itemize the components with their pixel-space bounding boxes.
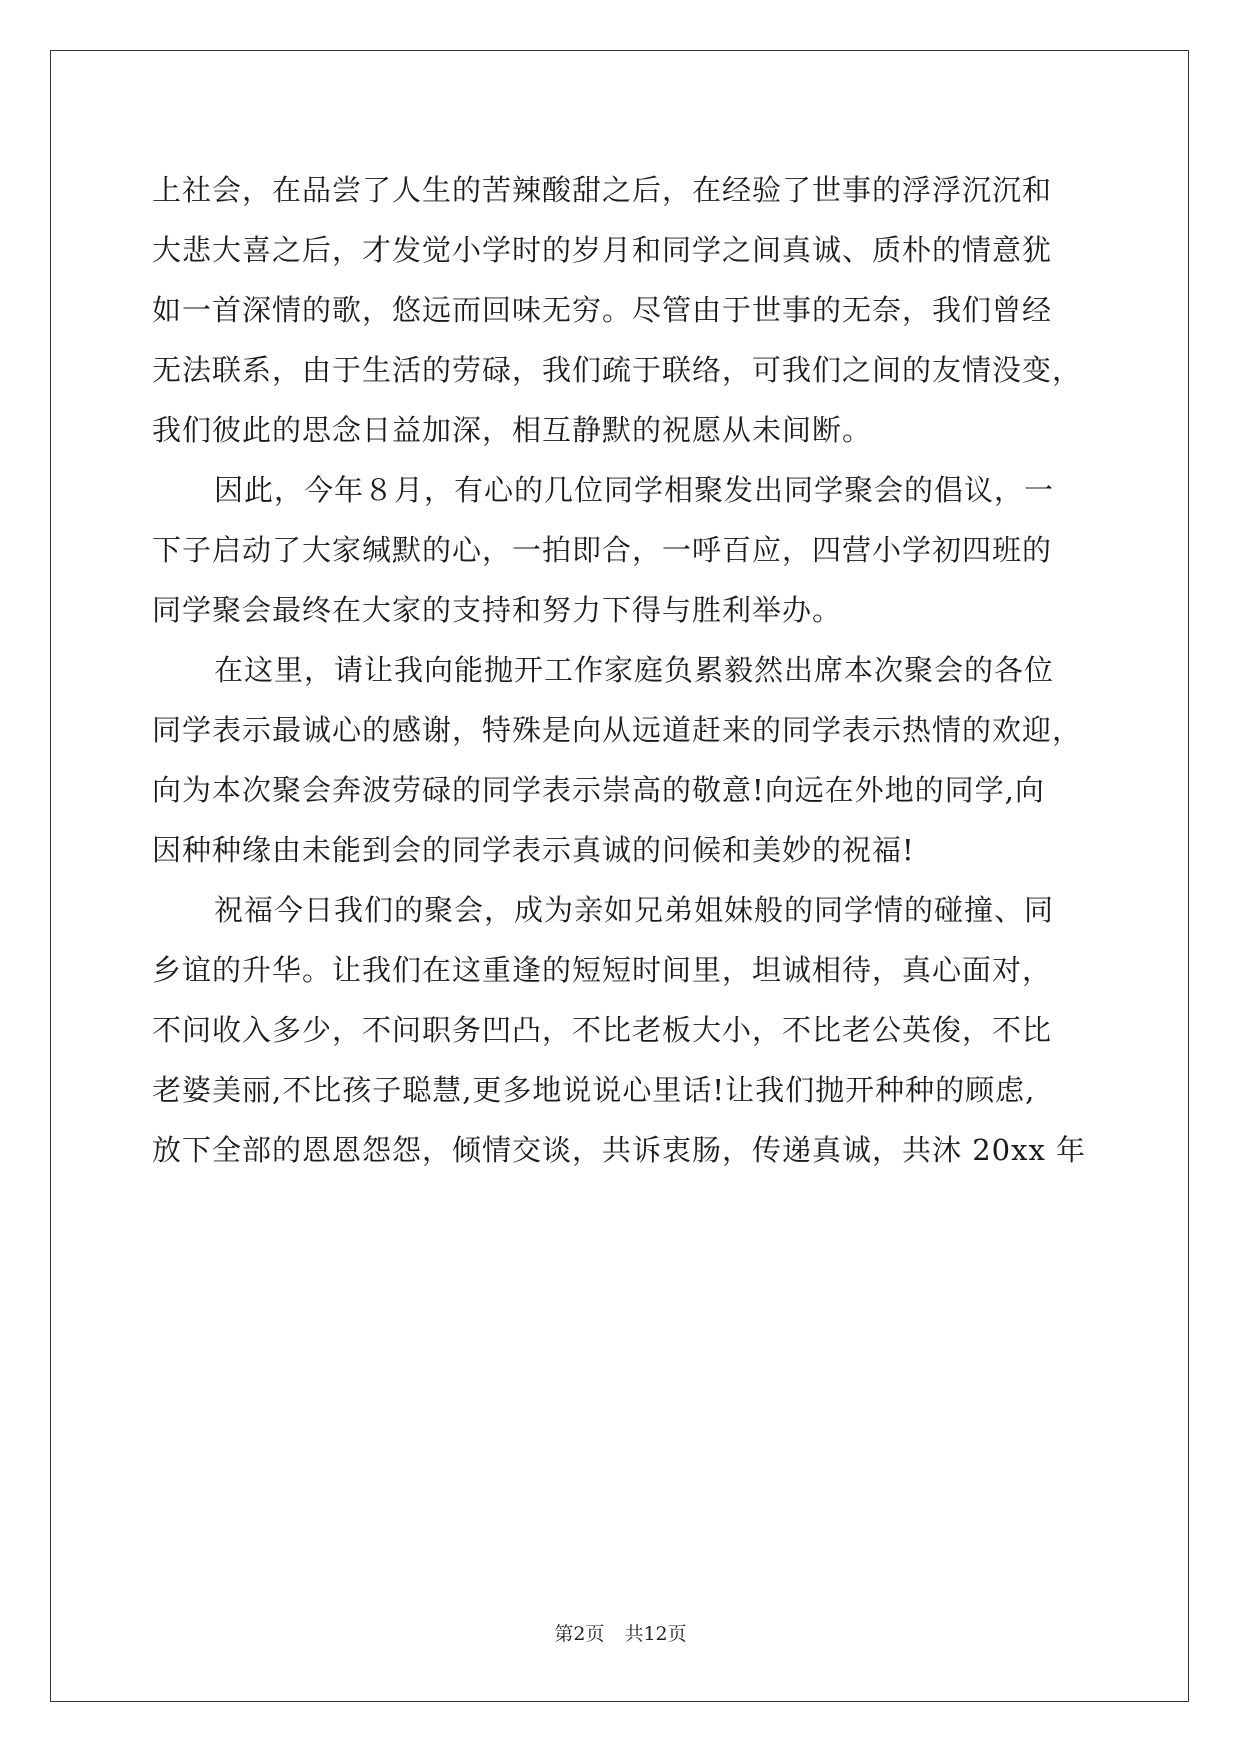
text-line: 放下全部的恩恩怨怨，倾情交谈，共诉衷肠，传递真诚，共沐 20xx 年: [152, 1133, 1087, 1167]
page-footer: [0, 1622, 1241, 1646]
page-total: 共12页: [624, 1623, 687, 1645]
text-line: 我们彼此的思念日益加深，相互静默的祝愿从未间断。: [152, 413, 873, 447]
text-line: 同学聚会最终在大家的支持和努力下得与胜利举办。: [152, 593, 843, 627]
text-line: 不问收入多少，不问职务凹凸，不比老板大小，不比老公英俊，不比: [152, 1013, 1053, 1047]
text-line: 无法联系，由于生活的劳碌，我们疏于联络，可我们之间的友情没变，: [152, 353, 1083, 387]
text-line: 如一首深情的歌，悠远而回味无穷。尽管由于世事的无奈，我们曾经: [152, 293, 1053, 327]
text-line: 老婆美丽,不比孩子聪慧,更多地说说心里话!让我们抛开种种的顾虑,: [152, 1073, 1036, 1107]
text-line: 大悲大喜之后，才发觉小学时的岁月和同学之间真诚、质朴的情意犹: [152, 233, 1053, 267]
text-line: 下子启动了大家缄默的心，一拍即合，一呼百应，四营小学初四班的: [152, 533, 1053, 567]
text-line: 向为本次聚会奔波劳碌的同学表示崇高的敬意!向远在外地的同学,向: [152, 773, 1045, 807]
text-line: 上社会，在品尝了人生的苦辣酸甜之后，在经验了世事的浮浮沉沉和: [152, 173, 1053, 207]
paragraph-first-line: 祝福今日我们的聚会，成为亲如兄弟姐妹般的同学情的碰撞、同: [214, 893, 1055, 927]
text-line: 乡谊的升华。让我们在这重逢的短短时间里，坦诚相待，真心面对，: [152, 953, 1053, 987]
paragraph-first-line: 因此，今年８月，有心的几位同学相聚发出同学聚会的倡议，一: [214, 473, 1055, 507]
text-line: 因种种缘由未能到会的同学表示真诚的问候和美妙的祝福!: [152, 833, 915, 867]
page-number: 第2页: [554, 1623, 605, 1645]
document-body: [152, 160, 1102, 1180]
paragraph-first-line: 在这里，请让我向能抛开工作家庭负累毅然出席本次聚会的各位: [214, 653, 1055, 687]
text-line: 同学表示最诚心的感谢，特殊是向从远道赶来的同学表示热情的欢迎，: [152, 713, 1083, 747]
